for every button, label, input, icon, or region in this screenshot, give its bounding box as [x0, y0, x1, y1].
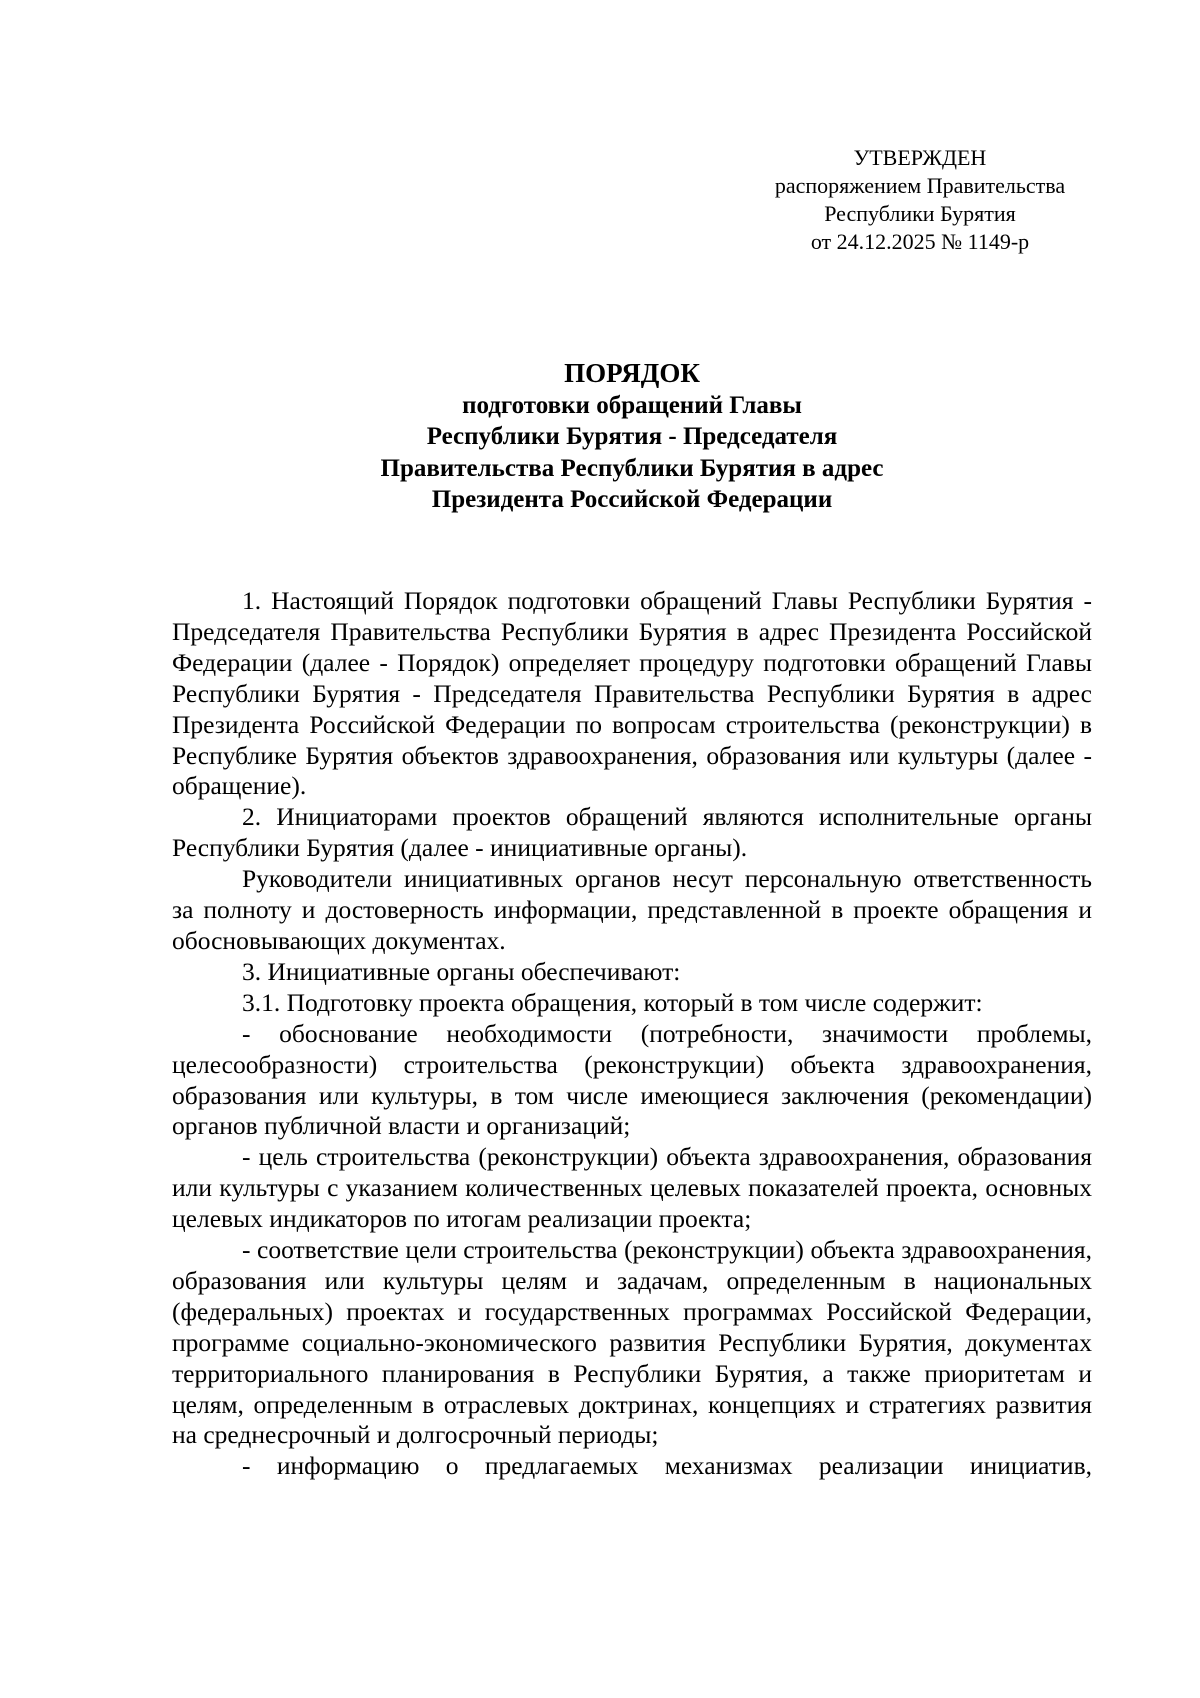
approval-date-number: от 24.12.2025 № 1149-р — [810, 229, 1030, 254]
list-item-justification: - обоснование необходимости (потребности, значимости проблемы, целесообразности) строительства (реконструкции) объекта здравоохранения, образования или культуры, в том числе имеющиеся заключения (рекомендации) органов публичной власти и организаций; — [172, 1018, 1092, 1141]
list-item-compliance: - соответствие цели строительства (реконструкции) объекта здравоохранения, образования или культуры целям и задачам, определенным в национальных (федеральных) проектах и государственных программах Российской Федерации, программе социально-экономического развития Республики Бурятия, документах территориального планирования в Республики Бурятия, а также приоритетам и целям, определенным в отраслевых доктринах, концепциях и стратегиях развития на среднесрочный и долгосрочный периоды; — [172, 1235, 1092, 1450]
approval-region: Республики Бурятия — [824, 201, 1016, 226]
document-title-line: Правительства Республики Бурятия в адрес — [380, 454, 884, 482]
paragraph-3-1: 3.1. Подготовку проекта обращения, который в том числе содержит: — [242, 987, 983, 1017]
document-body — [172, 586, 1092, 1482]
approval-stamp — [755, 144, 1085, 256]
paragraph-3: 3. Инициативные органы обеспечивают: — [242, 956, 681, 986]
approval-issuer: распоряжением Правительства — [774, 173, 1066, 198]
document-title-line: подготовки обращений Главы — [462, 391, 802, 419]
approval-heading: УТВЕРЖДЕН — [853, 145, 987, 170]
paragraph-responsibility: Руководители инициативных органов несут персональную ответственность за полноту и достоверность информации, представленной в проекте обращения и обосновывающих документах. — [172, 864, 1092, 955]
document-title-line: Республики Бурятия - Председателя — [426, 423, 838, 450]
list-item-goal: - цель строительства (реконструкции) объекта здравоохранения, образования или культуры с указанием количественных целевых показателей проекта, основных целевых индикаторов по итогам реализации проекта; — [172, 1142, 1092, 1234]
document-title — [172, 358, 1092, 516]
list-item-mechanisms: - информацию о предлагаемых механизмах реализации инициатив, — [242, 1451, 1092, 1481]
document-title-main: ПОРЯДОК — [564, 358, 700, 388]
paragraph-1: 1. Настоящий Порядок подготовки обращений Главы Республики Бурятия - Председателя Правительства Республики Бурятия в адрес Президента Российской Федерации (далее - Порядок) определяет процедуру подготовки обращений Главы Республики Бурятия - Председателя Правительства Республики Бурятия в адрес Президента Российской Федерации по вопросам строительства (реконструкции) в Республике Бурятия объектов здравоохранения, образования или культуры (далее - обращение). — [172, 586, 1092, 801]
paragraph-2: 2. Инициаторами проектов обращений являются исполнительные органы Республики Бурятия (далее - инициативные органы). — [172, 802, 1092, 863]
document-title-line: Президента Российской Федерации — [431, 486, 833, 513]
